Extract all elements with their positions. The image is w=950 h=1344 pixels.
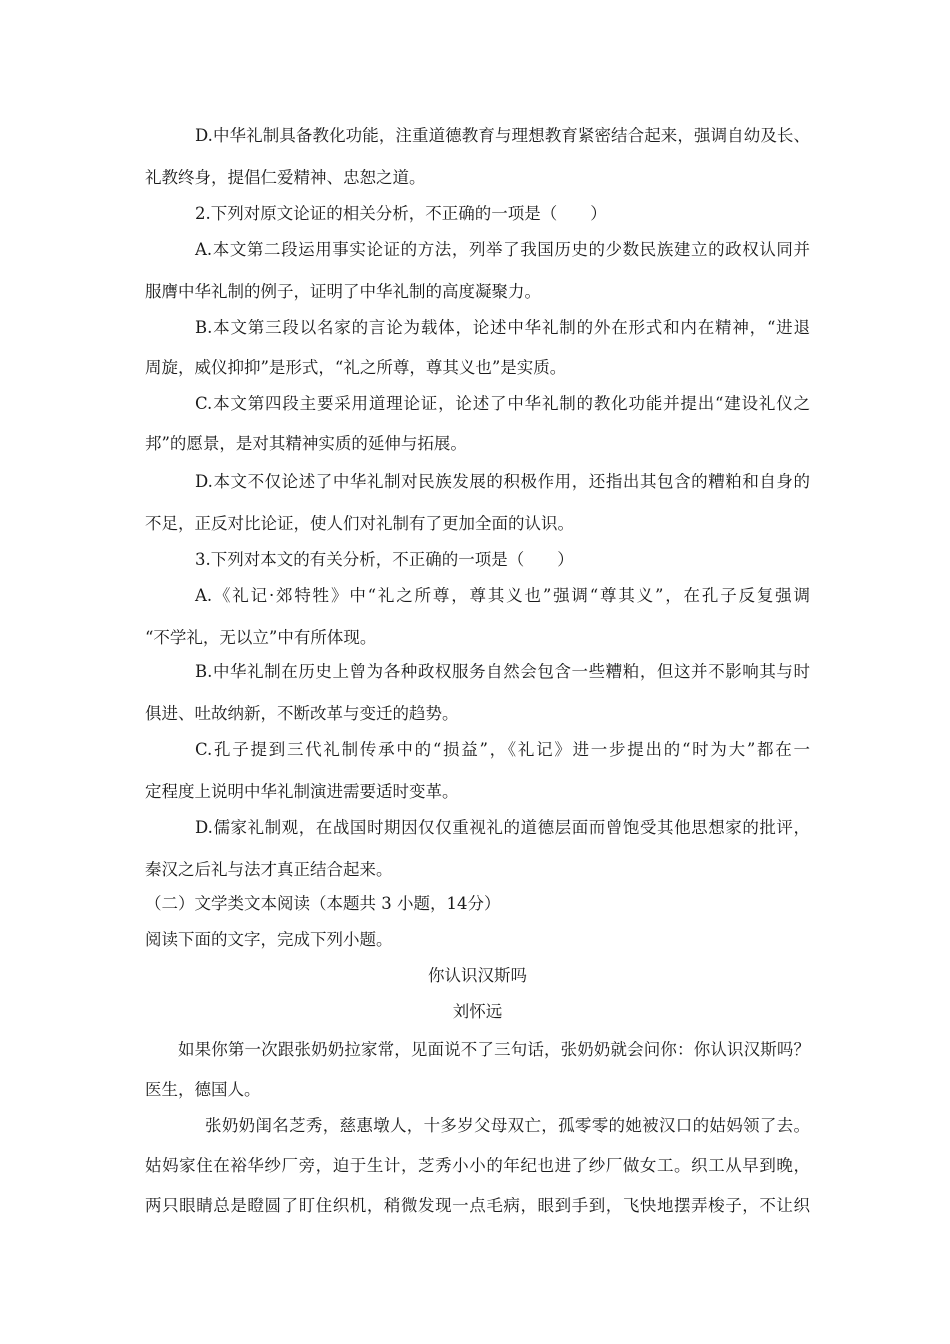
q3-option-d-line2: 秦汉之后礼与法才真正结合起来。 — [145, 860, 393, 879]
q2-option-b-line2: 周旋，威仪抑抑”是形式，“礼之所尊，尊其义也”是实质。 — [145, 358, 567, 377]
q3-option-a-line2: “不学礼，无以立”中有所体现。 — [145, 628, 377, 647]
q3-option-d-line1: D.儒家礼制观，在战国时期因仅仅重视礼的道德层面而曾饱受其他思想家的批评， — [195, 818, 810, 837]
q2-option-a-line2: 服膺中华礼制的例子，证明了中华礼制的高度凝聚力。 — [145, 282, 541, 301]
q1-option-d-line1: D.中华礼制具备教化功能，注重道德教育与理想教育紧密结合起来，强调自幼及长、 — [195, 126, 810, 145]
section-heading: （二）文学类文本阅读（本题共 3 小题，14分） — [145, 894, 501, 913]
story-paragraph-1-line2: 医生，德国人。 — [145, 1080, 261, 1099]
q2-option-b-line1: B.本文第三段以名家的言论为载体，论述中华礼制的外在形式和内在精神，“进退 — [195, 318, 810, 337]
story-title: 你认识汉斯吗 — [428, 966, 527, 985]
story-author: 刘怀远 — [452, 1002, 503, 1021]
q2-stem: 2.下列对原文论证的相关分析，不正确的一项是（ ） — [195, 204, 607, 223]
q2-option-c-line2: 邦”的愿景，是对其精神实质的延伸与拓展。 — [145, 434, 467, 453]
q1-option-d-line2: 礼教终身，提倡仁爱精神、忠恕之道。 — [145, 168, 426, 187]
q3-option-c-line2: 定程度上说明中华礼制演进需要适时变革。 — [145, 782, 459, 801]
story-paragraph-2-line3: 两只眼睛总是瞪圆了盯住织机，稍微发现一点毛病，眼到手到，飞快地摆弄梭子，不让织 — [145, 1196, 810, 1215]
story-paragraph-1-line1: 如果你第一次跟张奶奶拉家常，见面说不了三句话，张奶奶就会问你：你认识汉斯吗？ — [178, 1040, 810, 1059]
story-paragraph-2-line2: 姑妈家住在裕华纱厂旁，迫于生计，芝秀小小的年纪也进了纱厂做女工。织工从早到晚， — [145, 1156, 810, 1175]
q3-stem: 3.下列对本文的有关分析，不正确的一项是（ ） — [195, 550, 574, 569]
q3-option-a-line1: A.《礼记·郊特牲》中“礼之所尊，尊其义也”强调“尊其义”，在孔子反复强调 — [195, 586, 810, 605]
q2-option-a-line1: A.本文第二段运用事实论证的方法，列举了我国历史的少数民族建立的政权认同并 — [195, 240, 810, 259]
q2-option-d-line1: D.本文不仅论述了中华礼制对民族发展的积极作用，还指出其包含的糟粕和自身的 — [195, 472, 810, 491]
q2-option-c-line1: C.本文第四段主要采用道理论证，论述了中华礼制的教化功能并提出“建设礼仪之 — [195, 394, 810, 413]
q2-option-d-line2: 不足，正反对比论证，使人们对礼制有了更加全面的认识。 — [145, 514, 574, 533]
story-paragraph-2-line1: 张奶奶闺名芝秀，慈惠墩人，十多岁父母双亡，孤零零的她被汉口的姑妈领了去。 — [205, 1116, 810, 1135]
q3-option-b-line2: 俱进、吐故纳新，不断改革与变迁的趋势。 — [145, 704, 459, 723]
section-instruction: 阅读下面的文字，完成下列小题。 — [145, 930, 393, 949]
q3-option-c-line1: C.孔子提到三代礼制传承中的“损益”，《礼记》进一步提出的“时为大”都在一 — [195, 740, 810, 759]
q3-option-b-line1: B.中华礼制在历史上曾为各种政权服务自然会包含一些糟粕，但这并不影响其与时 — [195, 662, 810, 681]
